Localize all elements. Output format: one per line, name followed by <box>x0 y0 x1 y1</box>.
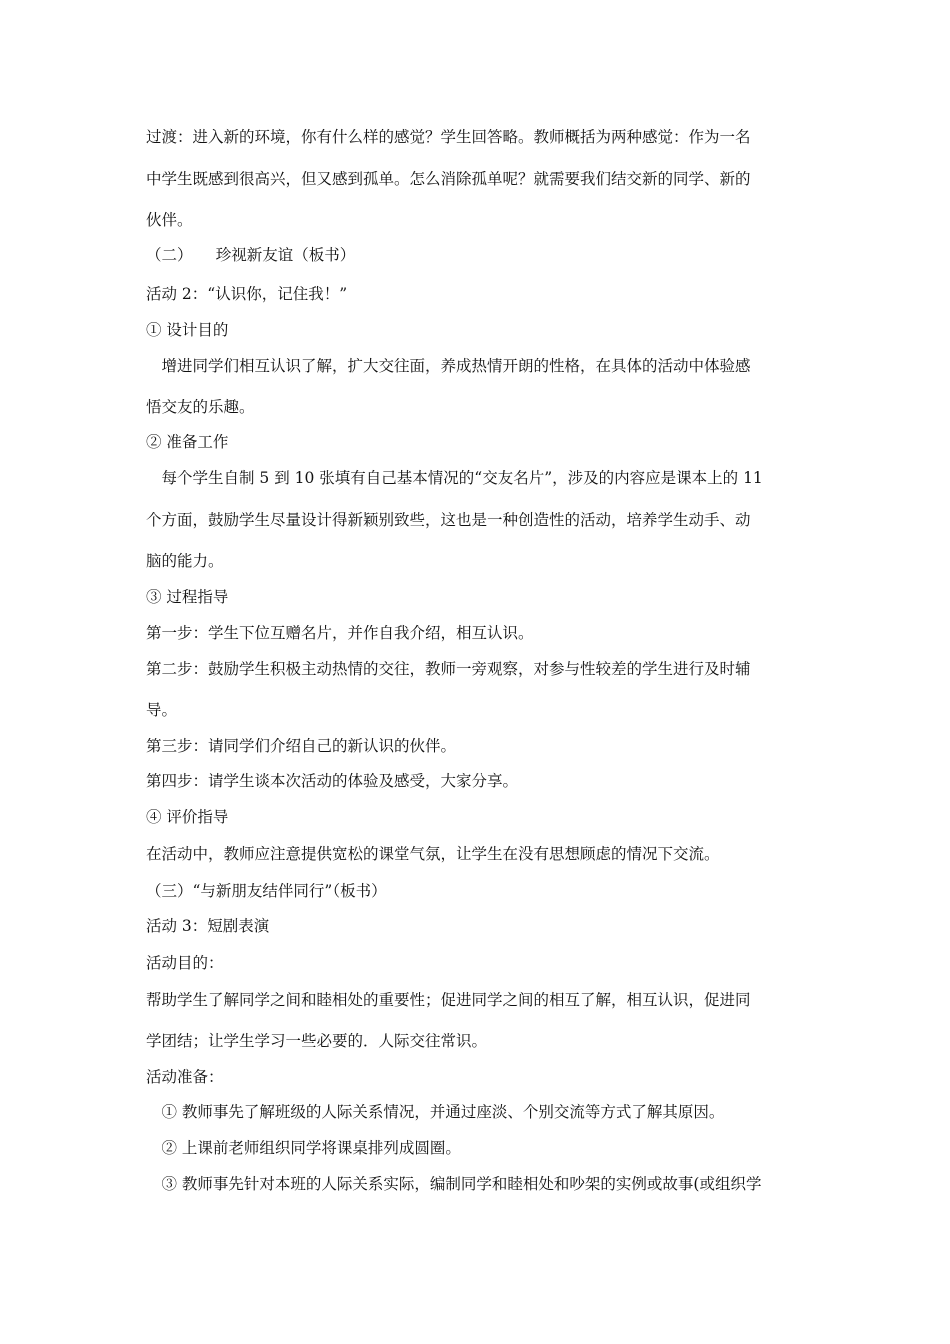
design-purpose-line-2: 悟交友的乐趣。 <box>146 398 255 416</box>
step-3: 第三步：请同学们介绍自己的新认识的伙伴。 <box>146 737 457 755</box>
design-purpose-line-1: 增进同学们相互认识了解，扩大交往面，养成热情开朗的性格，在具体的活动中体验感 <box>146 357 751 375</box>
section-heading-2: （二） 珍视新友谊（板书） <box>146 246 356 264</box>
process-guidance-heading: ③ 过程指导 <box>146 588 229 606</box>
activity-purpose-heading: 活动目的： <box>146 954 224 972</box>
activity-2-title: 活动 2：“认识你，记住我！” <box>146 285 348 303</box>
preparation-item-2: ② 上课前老师组织同学将课桌排列成圆圈。 <box>146 1139 461 1157</box>
paragraph-transition-line-3: 伙伴。 <box>146 211 193 229</box>
design-purpose-heading: ① 设计目的 <box>146 321 229 339</box>
step-4: 第四步：请学生谈本次活动的体验及感受，大家分享。 <box>146 772 519 790</box>
preparation-item-3: ③ 教师事先针对本班的人际关系实际，编制同学和睦相处和吵架的实例或故事(或组织学 <box>146 1175 762 1193</box>
evaluation-heading: ④ 评价指导 <box>146 808 229 826</box>
step-2-line-1: 第二步：鼓励学生积极主动热情的交往，教师一旁观察，对参与性较差的学生进行及时辅 <box>146 660 751 678</box>
activity-purpose-line-1: 帮助学生了解同学之间和睦相处的重要性；促进同学之间的相互了解，相互认识，促进同 <box>146 991 751 1009</box>
activity-3-title: 活动 3：短剧表演 <box>146 917 270 935</box>
activity-preparation-heading: 活动准备： <box>146 1068 224 1086</box>
preparation-item-1: ① 教师事先了解班级的人际关系情况，并通过座淡、个别交流等方式了解其原因。 <box>146 1103 725 1121</box>
paragraph-transition-line-2: 中学生既感到很高兴，但又感到孤单。怎么消除孤单呢？就需要我们结交新的同学、新的 <box>146 170 751 188</box>
preparation-line-2: 个方面，鼓励学生尽量设计得新颖别致些，这也是一种创造性的活动，培养学生动手、动 <box>146 511 751 529</box>
evaluation-text: 在活动中，教师应注意提供宽松的课堂气氛，让学生在没有思想顾虑的情况下交流。 <box>146 845 720 863</box>
preparation-heading: ② 准备工作 <box>146 433 229 451</box>
step-1: 第一步：学生下位互赠名片，并作自我介绍，相互认识。 <box>146 624 534 642</box>
paragraph-transition-line-1: 过渡：进入新的环境，你有什么样的感觉？学生回答略。教师概括为两种感觉：作为一名 <box>146 128 751 146</box>
preparation-line-3: 脑的能力。 <box>146 552 224 570</box>
step-2-line-2: 导。 <box>146 701 178 719</box>
section-heading-3: （三）“与新朋友结伴同行”（板书） <box>146 882 387 900</box>
preparation-line-1: 每个学生自制 5 到 10 张填有自己基本情况的“交友名片”，涉及的内容应是课本上的 11 <box>146 469 763 487</box>
activity-purpose-line-2: 学团结；让学生学习一些必要的．人际交往常识。 <box>146 1032 488 1050</box>
